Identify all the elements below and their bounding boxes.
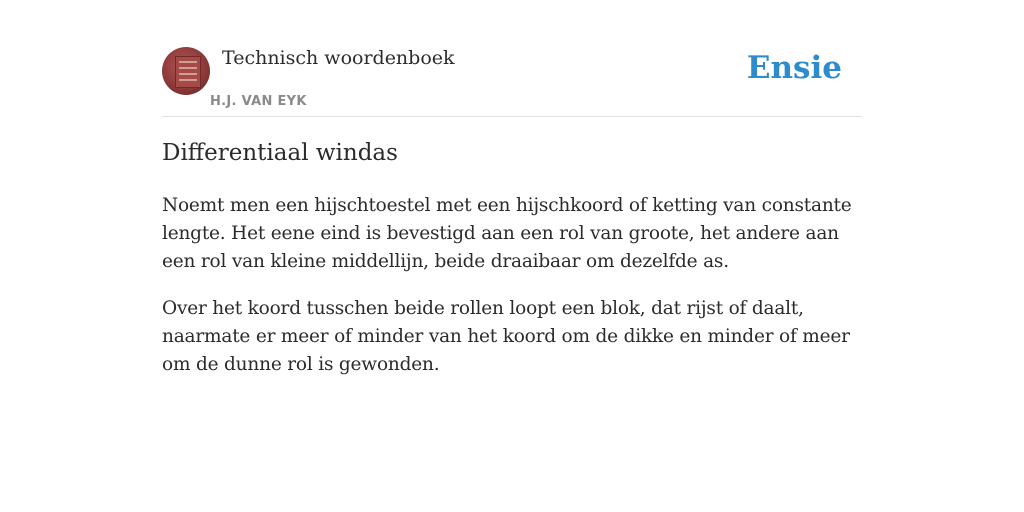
entry-title: Differentiaal windas xyxy=(162,140,398,166)
entry-paragraph: Over het koord tusschen beide rollen loopt een blok, dat rijst of daalt, naarmate er meer of minder van het koord om de dikke en minder of meer om de dunne rol is gewonden. xyxy=(162,298,850,375)
book-title[interactable]: Technisch woordenboek xyxy=(222,47,455,69)
brand-logo[interactable]: Ensie xyxy=(746,50,842,86)
entry-content xyxy=(162,192,866,398)
entry-paragraph: Noemt men een hijschtoestel met een hijschkoord of ketting van constante lengte. Het eene eind is bevestigd aan een rol van groote, het andere aan een rol van kleine middellijn, beide draaibaar om dezelfde as. xyxy=(162,195,852,272)
book-cover-image xyxy=(175,56,201,88)
author-name[interactable]: H.J. VAN EYK xyxy=(210,94,307,109)
book-cover-icon[interactable] xyxy=(162,47,210,95)
header xyxy=(162,40,862,117)
